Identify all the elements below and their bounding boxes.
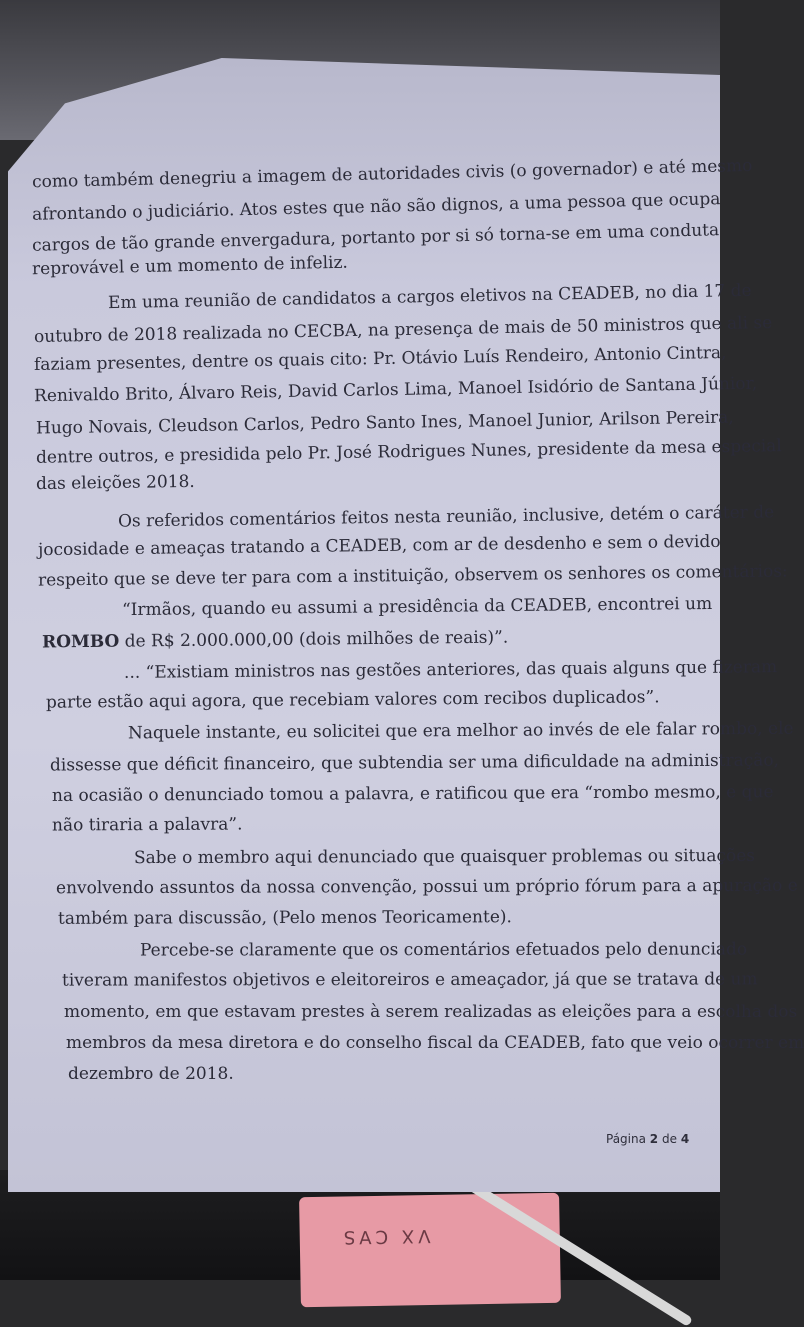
text-line: Renivaldo Brito, Álvaro Reis, David Carlos Lima, Manoel Isidório de Santana Júnior, <box>33 373 758 407</box>
text-line: reprovável e um momento de infeliz. <box>31 252 349 280</box>
pink-box-text: VX C∀S <box>339 1224 431 1248</box>
text-line: dissesse que déficit financeiro, que subtendia ser uma dificuldade na administração, <box>49 750 780 776</box>
current-page: 2 <box>649 1132 659 1146</box>
text-line: Em uma reunião de candidatos a cargos eletivos na CEADEB, no dia 17 de <box>107 280 752 314</box>
text-line: Percebe-se claramente que os comentários efetuados pelo denunciado <box>139 939 748 961</box>
text-line: momento, em que estavam prestes à serem realizadas as eleições para a escolha dos <box>64 1002 798 1022</box>
text-line: jocosidade e ameaças tratando a CEADEB, com ar de desdenho e sem o devido <box>37 531 721 561</box>
text-line: Os referidos comentários feitos nesta reunião, inclusive, detém o caráter de <box>117 502 775 532</box>
quote-text: de R$ 2.000.000,00 (dois milhões de reais)”. <box>124 627 509 652</box>
text-line: na ocasião o denunciado tomou a palavra, e ratificou que era “rombo mesmo, e que <box>51 782 774 806</box>
rombo-emphasis: ROMBO <box>41 631 120 653</box>
text-line: respeito que se deve ter para com a instituição, observem os senhores os comentários: <box>37 561 788 591</box>
text-line: cargos de tão grande envergadura, portanto por si só torna-se em uma conduta <box>31 220 720 256</box>
text-line: tiveram manifestos objetivos e eleitoreiros e ameaçador, já que se tratava de um <box>61 969 758 991</box>
text-line: não tiraria a palavra”. <box>51 814 243 836</box>
text-line: Sabe o membro aqui denunciado que quaisquer problemas ou situações <box>133 845 756 869</box>
text-line: dentre outros, e presidida pelo Pr. José Rodrigues Nunes, presidente da mesa especial <box>35 436 782 468</box>
text-line: Hugo Novais, Cleudson Carlos, Pedro Santo Ines, Manoel Junior, Arilson Pereira, <box>35 407 734 439</box>
text-line: envolvendo assuntos da nossa convenção, possui um próprio fórum para a apuração e <box>55 875 798 899</box>
total-pages: 4 <box>680 1132 690 1146</box>
footer-prefix: Página <box>606 1132 646 1146</box>
text-line: membros da mesa diretora e do conselho fiscal da CEADEB, fato que veio ocorrer em <box>66 1033 804 1053</box>
text-line: como também denegriu a imagem de autoridades civis (o governador) e até mesmo <box>31 155 753 193</box>
text-line: dezembro de 2018. <box>68 1064 234 1084</box>
text-line: faziam presentes, dentre os quais cito: Pr. Otávio Luís Rendeiro, Antonio Cintra, <box>33 342 727 376</box>
pink-box <box>299 1193 561 1308</box>
text-line: afrontando o judiciário. Atos estes que não são dignos, a uma pessoa que ocupa <box>31 189 721 225</box>
text-line: Naquele instante, eu solicitei que era melhor ao invés de ele falar rombo, ele <box>127 718 794 744</box>
page-footer <box>606 1132 689 1146</box>
text-line: das eleições 2018. <box>35 471 195 495</box>
text-line: ... “Existiam ministros nas gestões anteriores, das quais alguns que fizeram <box>123 657 778 683</box>
footer-middle: de <box>661 1132 677 1146</box>
text-line: também para discussão, (Pelo menos Teoricamente). <box>57 907 512 929</box>
text-line: “Irmãos, quando eu assumi a presidência da CEADEB, encontrei um <box>121 593 713 621</box>
text-line: outubro de 2018 realizada no CECBA, na presença de mais de 50 ministros que ali se <box>33 312 773 348</box>
text-line: parte estão aqui agora, que recebiam valores com recibos duplicados”. <box>45 687 660 713</box>
